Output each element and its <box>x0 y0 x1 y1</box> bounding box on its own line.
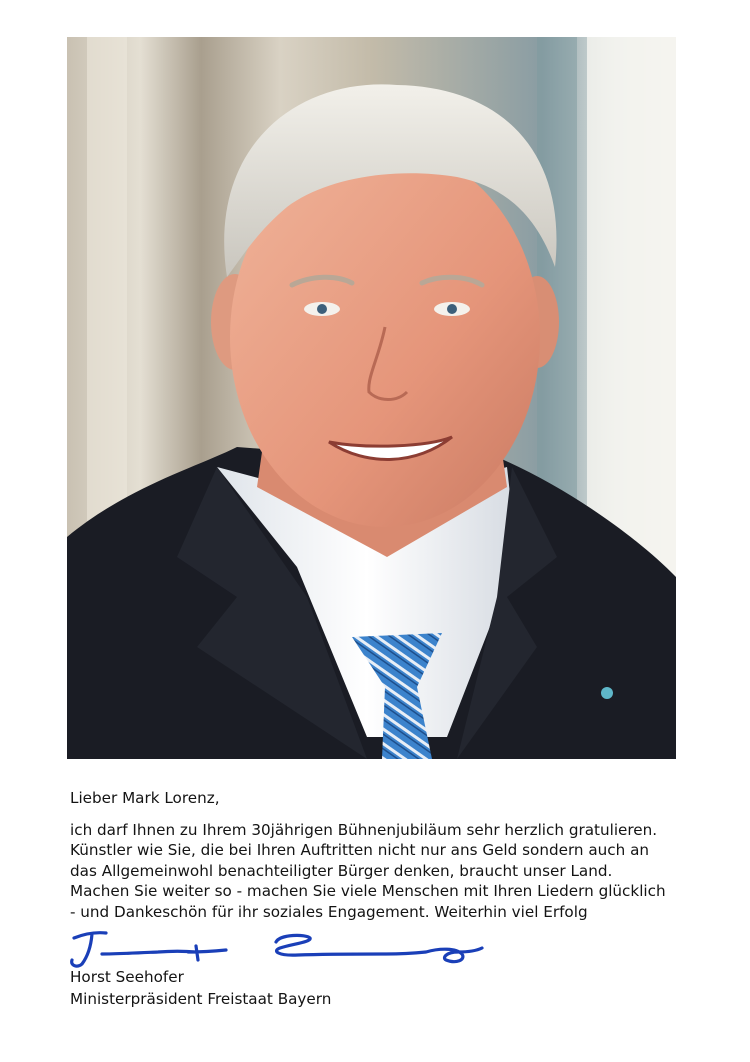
signatory-title: Ministerpräsident Freistaat Bayern <box>70 990 332 1008</box>
letter-body <box>70 820 710 923</box>
portrait-illustration <box>67 37 676 759</box>
letter-text <box>70 788 710 923</box>
body-line: Künstler wie Sie, die bei Ihren Auftritten nicht nur ans Geld sondern auch an <box>70 841 650 860</box>
signatory-name: Horst Seehofer <box>70 968 184 986</box>
signatory-block <box>70 966 331 1010</box>
salutation: Lieber Mark Lorenz, <box>70 789 220 807</box>
portrait-photo <box>67 37 676 759</box>
body-line: das Allgemeinwohl benachteiligter Bürger denken, braucht unser Land. <box>70 861 613 880</box>
body-line: ich darf Ihnen zu Ihrem 30jährigen Bühnenjubiläum sehr herzlich gratulieren. <box>70 820 658 839</box>
body-line: - und Dankeschön für ihr soziales Engagement. Weiterhin viel Erfolg <box>70 902 588 921</box>
body-line: Machen Sie weiter so - machen Sie viele Menschen mit Ihren Liedern glücklich <box>70 882 666 901</box>
